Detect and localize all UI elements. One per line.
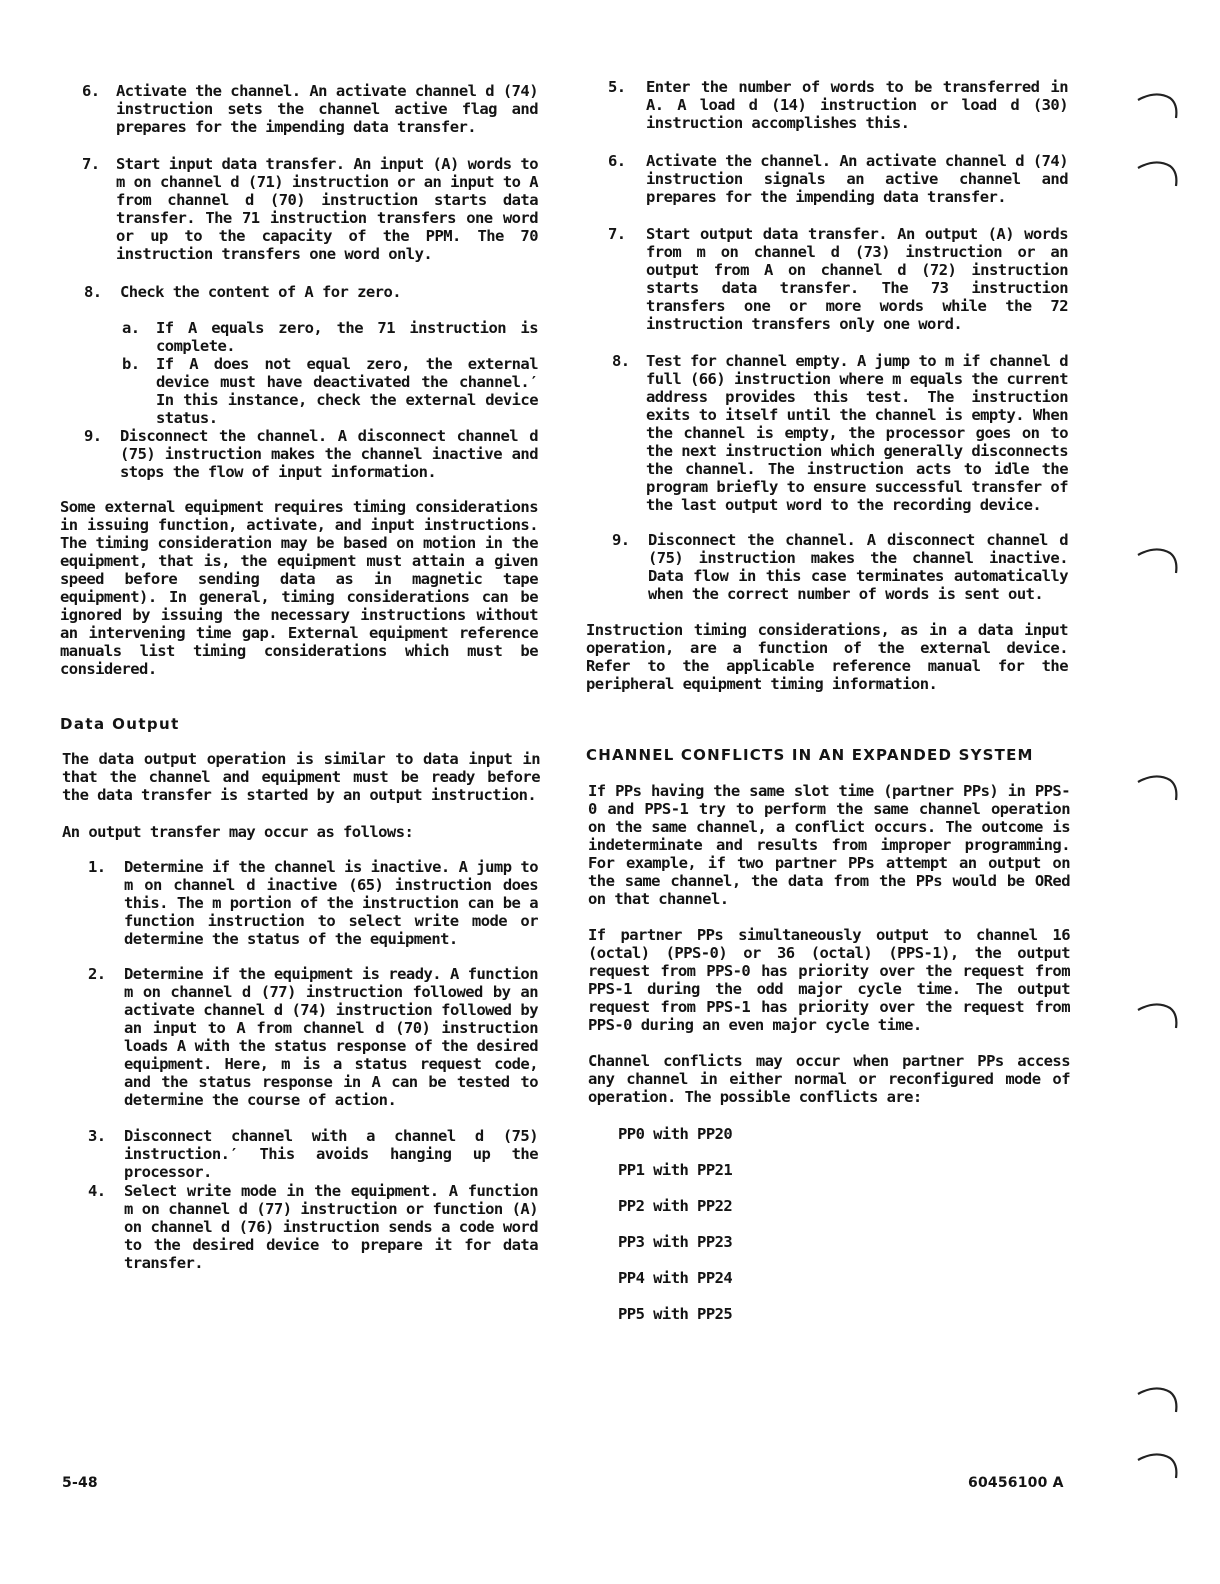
substep-letter: a.	[122, 319, 140, 337]
output-transfer-intro: An output transfer may occur as follows:	[62, 823, 414, 841]
substep-text: If A equals zero, the 71 instruction is complete.	[156, 319, 538, 355]
instruction-timing-paragraph: Instruction timing considerations, as in a data input operation, are a function of the external device. Refer to the applicable reference manual for the peripheral equipment timing information.	[586, 621, 1068, 693]
step-number: 2.	[88, 965, 106, 983]
right-step-8	[586, 352, 1068, 514]
conflict-pair: PP5 with PP25	[618, 1305, 733, 1323]
step-text: Start input data transfer. An input (A) words to m on channel d (71) instruction or an input to A from channel d (70) instruction starts data transfer. The 71 instruction transfers one word or up to the capacity of the PPM. The 70 instruction transfers one word only.	[116, 155, 538, 263]
channel-conflicts-heading: CHANNEL CONFLICTS IN AN EXPANDED SYSTEM	[586, 746, 1034, 764]
step-text: Disconnect channel with a channel d (75) instruction.′ This avoids hanging up the processor.	[124, 1127, 538, 1181]
step-text: Disconnect the channel. A disconnect channel d (75) instruction makes the channel inactive. Data flow in this case terminates automatically when the correct number of words is sent out.	[648, 531, 1068, 603]
step-number: 3.	[88, 1127, 106, 1145]
change-bar-mark	[1136, 545, 1182, 575]
data-output-intro: The data output operation is similar to data input in that the channel and equipment must be ready before the data transfer is started by an output instruction.	[62, 750, 540, 804]
substep-letter: b.	[122, 355, 140, 373]
right-step-9	[586, 531, 1068, 603]
output-step-1	[60, 858, 538, 948]
right-step-5	[586, 78, 1068, 132]
left-step-6	[60, 82, 538, 136]
change-bar-mark	[1136, 1000, 1182, 1030]
step-text: Test for channel empty. A jump to m if channel d full (66) instruction where m equals the current address provides this test. The instruction exits to itself until the channel is empty. When the channel is empty, the processor goes on to the next instruction which generally disconnects the channel. The instruction acts to idle the program briefly to ensure successful transfer of the last output word to the recording device.	[646, 352, 1068, 514]
left-substep-a	[60, 319, 538, 355]
step-text: Disconnect the channel. A disconnect channel d (75) instruction makes the channel inactive and stops the flow of input information.	[120, 427, 538, 481]
left-step-7	[60, 155, 538, 263]
step-number: 7.	[82, 155, 100, 173]
step-text: Start output data transfer. An output (A) words from m on channel d (73) instruction or an output from A on channel d (72) instruction starts data transfer. The 73 instruction transfers one or more words while the 72 instruction transfers only one word.	[646, 225, 1068, 333]
step-number: 8.	[612, 352, 630, 370]
step-text: Determine if the channel is inactive. A jump to m on channel d inactive (65) instruction does this. The m portion of the instruction can be a function instruction to select write mode or determine the status of the equipment.	[124, 858, 538, 948]
output-step-2	[60, 965, 538, 1109]
conflict-pair: PP4 with PP24	[618, 1269, 733, 1287]
right-step-7	[586, 225, 1068, 333]
step-text: Activate the channel. An activate channel d (74) instruction sets the channel active flag and prepares for the impending data transfer.	[116, 82, 538, 136]
step-number: 6.	[82, 82, 100, 100]
right-step-6	[586, 152, 1068, 206]
conflict-pair: PP1 with PP21	[618, 1161, 733, 1179]
step-number: 5.	[608, 78, 626, 96]
change-bar-mark	[1136, 1450, 1182, 1480]
step-number: 9.	[84, 427, 102, 445]
left-substep-b	[60, 355, 538, 427]
change-bar-mark	[1136, 90, 1182, 120]
conflicts-paragraph-3: Channel conflicts may occur when partner PPs access any channel in either normal or reconfigured mode of operation. The possible conflicts are:	[588, 1052, 1070, 1106]
step-number: 7.	[608, 225, 626, 243]
step-text: Enter the number of words to be transferred in A. A load d (14) instruction or load d (30) instruction accomplishes this.	[646, 78, 1068, 132]
output-step-4	[60, 1182, 538, 1272]
step-number: 9.	[612, 531, 630, 549]
left-step-8	[60, 283, 538, 301]
conflicts-paragraph-1: If PPs having the same slot time (partner PPs) in PPS-0 and PPS-1 try to perform the same channel operation on the same channel, a conflict occurs. The outcome is indeterminate and results from improper programming. For example, if two partner PPs attempt an output on the same channel, the data from the PPs would be ORed on that channel.	[588, 782, 1070, 908]
step-text: Check the content of A for zero.	[120, 283, 402, 301]
step-text: Activate the channel. An activate channel d (74) instruction signals an active channel and prepares for the impending data transfer.	[646, 152, 1068, 206]
data-output-heading: Data Output	[60, 715, 180, 733]
step-number: 8.	[84, 283, 102, 301]
conflict-pair: PP0 with PP20	[618, 1125, 733, 1143]
change-bar-mark	[1136, 158, 1182, 188]
change-bar-mark	[1136, 1384, 1182, 1414]
left-step-9	[60, 427, 538, 481]
step-number: 6.	[608, 152, 626, 170]
step-number: 1.	[88, 858, 106, 876]
step-number: 4.	[88, 1182, 106, 1200]
substep-text: If A does not equal zero, the external device must have deactivated the channel.′ In this instance, check the external device status.	[156, 355, 538, 427]
step-text: Determine if the equipment is ready. A function m on channel d (77) instruction followed by an activate channel d (74) instruction followed by an input to A from channel d (70) instruction loads A with the status response of the desired equipment. Here, m is a status request code, and the status response in A can be tested to determine the course of action.	[124, 965, 538, 1109]
page-number: 5-48	[62, 1475, 98, 1491]
conflicts-paragraph-2: If partner PPs simultaneously output to channel 16 (octal) (PPS-0) or 36 (octal) (PPS-1), the output request from PPS-0 has priority over the request from PPS-1 during the odd major cycle time. The output request from PPS-1 has priority over the request from PPS-0 during an even major cycle time.	[588, 926, 1070, 1034]
document-number: 60456100 A	[968, 1475, 1064, 1491]
step-text: Select write mode in the equipment. A function m on channel d (77) instruction or function (A) on channel d (76) instruction sends a code word to the desired device to prepare it for data transfer.	[124, 1182, 538, 1272]
change-bar-mark	[1136, 772, 1182, 802]
conflict-pair: PP2 with PP22	[618, 1197, 733, 1215]
timing-paragraph: Some external equipment requires timing considerations in issuing function, activate, and input instructions. The timing consideration may be based on motion in the equipment, that is, the equipment must attain a given speed before sending data as in magnetic tape equipment). In general, timing considerations can be ignored by issuing the necessary instructions without an intervening time gap. External equipment reference manuals list timing considerations which must be considered.	[60, 498, 538, 678]
conflict-pair: PP3 with PP23	[618, 1233, 733, 1251]
output-step-3	[60, 1127, 538, 1181]
